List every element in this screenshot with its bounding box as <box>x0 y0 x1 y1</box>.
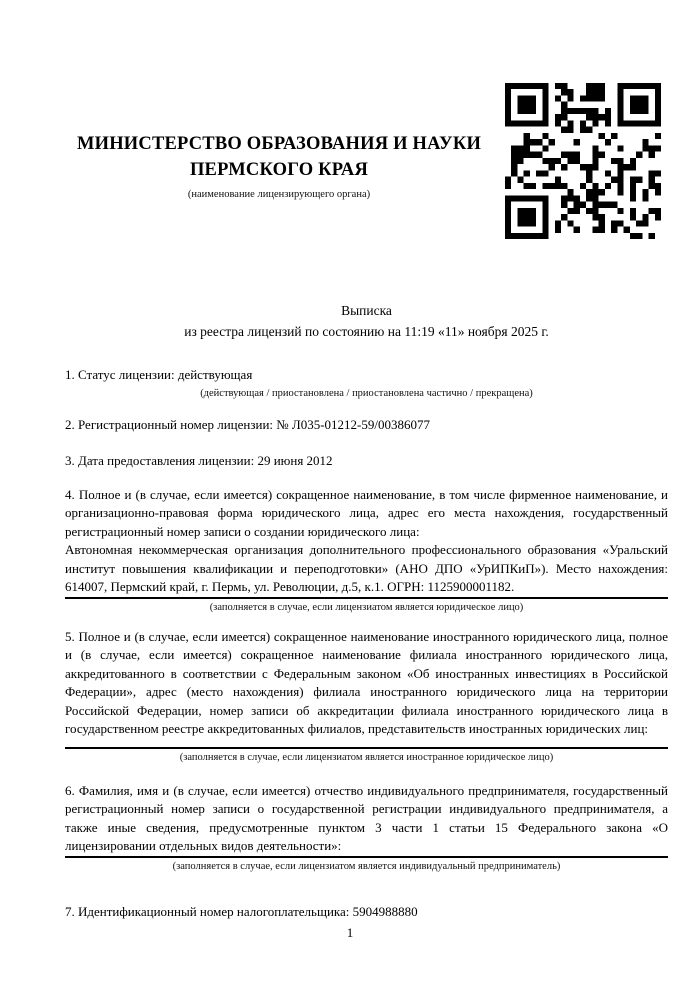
ministry-name-line-2: ПЕРМСКОГО КРАЯ <box>189 160 369 180</box>
foreign-entity-intro: 5. Полное и (в случае, если имеется) сокращенное наименование иностранного юридического лица, полное и (в случае, если имеется) сокращенное наименование филиала иностранного юридического лица, аккредитованного в соответствии с Федеральным законом «Об иностранных инвестициях в Российской Федерации», адрес (место нахождения) филиала иностранного юридического лица на территории Российской Федерации, номер записи об аккредитации филиала иностранного юридического лица в государственном реестре аккредитованных филиалов, представительств иностранных юридических лиц: <box>65 628 668 736</box>
title-line-2: из реестра лицензий по состоянию на 11:19 «11» ноября 2025 г. <box>184 324 549 339</box>
item-license-date <box>65 452 668 471</box>
qr-code-icon <box>505 83 661 239</box>
legal-entity-intro: 4. Полное и (в случае, если имеется) сокращенное наименование, в том числе фирменное наименование, и организационно-правовая форма юридического лица, адрес его места нахождения, государственный регистрационный номер записи о создании юридического лица: <box>65 486 668 539</box>
licensing-authority-name <box>65 131 493 183</box>
license-status-text: 1. Статус лицензии: действующая <box>65 367 253 382</box>
taxpayer-number-text: 7. Идентификационный номер налогоплательщика: 5904988880 <box>65 903 418 919</box>
foreign-entity-caption: (заполняется в случае, если лицензиатом является иностранное юридическое лицо) <box>179 751 554 763</box>
registration-number-text: 2. Регистрационный номер лицензии: № Л035-01212-59/00386077 <box>65 416 431 432</box>
document-body <box>65 366 668 921</box>
foreign-entity-fill-line <box>65 747 668 749</box>
item-individual-entrepreneur <box>65 782 668 873</box>
legal-entity-value: Автономная некоммерческая организация дополнительного профессионального образования «Уральский институт повышения квалификации и переподготовки» (АНО ДПО «УрИПКиП»). Место нахождения: 614007, Пермский край, г. Пермь, ул. Революции, д.5, к.1. ОГРН: 1125900001182. <box>65 542 668 594</box>
license-status-caption: (действующая / приостановлена / приостановлена частично / прекращена) <box>200 387 533 399</box>
item-license-status <box>65 366 668 400</box>
document-title <box>65 300 668 342</box>
title-line-1: Выписка <box>341 303 392 318</box>
page-number: 1 <box>346 925 354 940</box>
license-date-text: 3. Дата предоставления лицензии: 29 июня 2012 <box>65 453 333 468</box>
legal-entity-fill-line <box>65 597 668 599</box>
licensing-authority-caption: (наименование лицензирующего органа) <box>187 189 371 200</box>
item-foreign-entity <box>65 628 668 764</box>
ministry-name-line-1: МИНИСТЕРСТВО ОБРАЗОВАНИЯ И НАУКИ <box>76 134 482 154</box>
individual-entrepreneur-fill-line <box>65 856 668 858</box>
qr-code-image <box>505 83 661 239</box>
individual-entrepreneur-intro: 6. Фамилия, имя и (в случае, если имеется) отчество индивидуального предпринимателя, государственный регистрационный номер записи о государственной регистрации индивидуального предпринимателя, а также иные сведения, предусмотренные пунктом 3 части 1 статьи 15 Федерального закона «О лицензировании отдельных видов деятельности»: <box>65 782 668 853</box>
item-registration-number <box>65 416 668 435</box>
item-legal-entity <box>65 486 668 614</box>
document-header <box>65 131 493 201</box>
individual-entrepreneur-caption: (заполняется в случае, если лицензиатом является индивидуальный предприниматель) <box>172 860 561 872</box>
item-taxpayer-number <box>65 903 668 922</box>
legal-entity-caption: (заполняется в случае, если лицензиатом является юридическое лицо) <box>209 601 524 613</box>
